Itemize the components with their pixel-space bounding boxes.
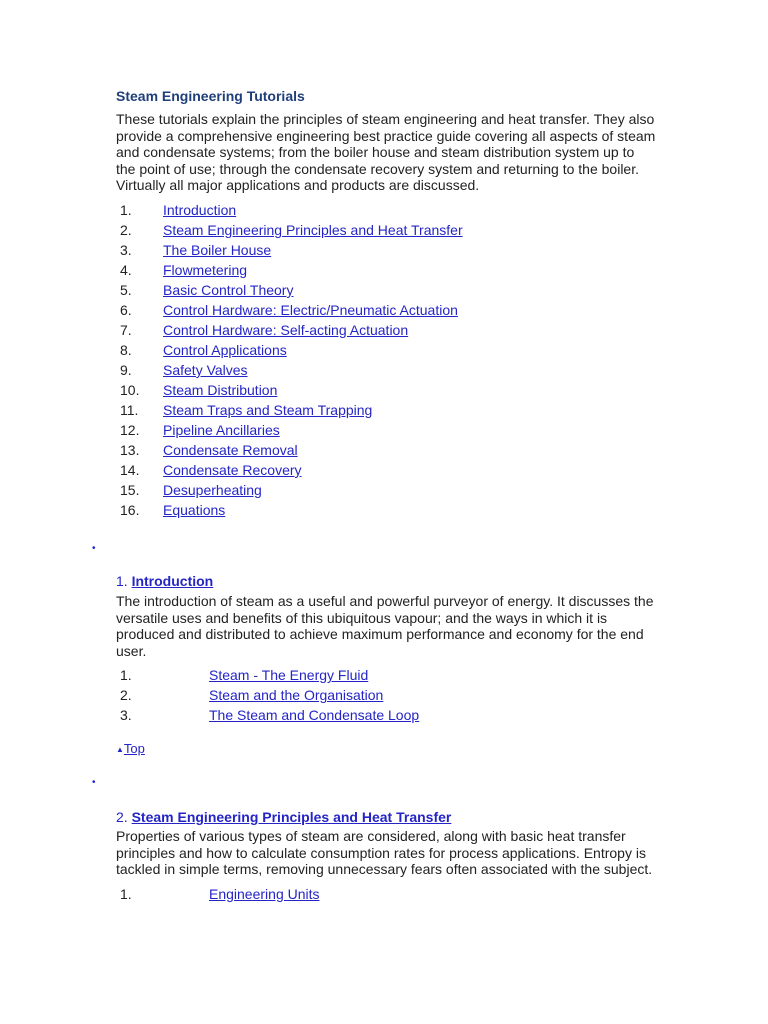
- page-title: Steam Engineering Tutorials: [116, 88, 305, 104]
- toc-link-steam-engineering-principles[interactable]: Steam Engineering Principles and Heat Transfer: [163, 221, 463, 238]
- table-of-contents: [116, 200, 656, 520]
- section-number: 2.: [116, 809, 128, 825]
- toc-link-pipeline-ancillaries[interactable]: Pipeline Ancillaries: [163, 421, 280, 438]
- toc-item: [116, 300, 656, 320]
- item-number: 2.: [120, 687, 132, 704]
- toc-number: 14.: [120, 461, 140, 478]
- item-link-condensate-loop[interactable]: The Steam and Condensate Loop: [209, 707, 420, 724]
- item-number: 3.: [120, 707, 132, 724]
- toc-number: 12.: [120, 421, 140, 438]
- section-heading: [116, 808, 656, 826]
- toc-item: [116, 260, 656, 280]
- section-description: The introduction of steam as a useful and powerful purveyor of energy. It discusses the versatile uses and benefits of this ubiquitous vapour; and the ways in which it is produced and distributed to achieve maximum performance and economy for the end user.: [116, 593, 654, 659]
- section-title-link[interactable]: Introduction: [131, 573, 214, 589]
- toc-item: [116, 460, 656, 480]
- section-steam-engineering-principles: [116, 808, 656, 904]
- section-item-list: [116, 665, 656, 725]
- toc-number: 6.: [120, 301, 132, 318]
- toc-item: [116, 480, 656, 500]
- toc-item: [116, 440, 656, 460]
- toc-link-control-applications[interactable]: Control Applications: [163, 341, 287, 358]
- toc-link-basic-control-theory[interactable]: Basic Control Theory: [163, 281, 294, 298]
- toc-link-introduction[interactable]: Introduction: [163, 201, 237, 218]
- toc-item: [116, 380, 656, 400]
- toc-number: 2.: [120, 221, 132, 238]
- toc-link-boiler-house[interactable]: The Boiler House: [163, 241, 272, 258]
- toc-item: [116, 400, 656, 420]
- toc-link-steam-distribution[interactable]: Steam Distribution: [163, 381, 278, 398]
- toc-number: 16.: [120, 501, 140, 518]
- toc-number: 3.: [120, 241, 132, 258]
- top-link[interactable]: [116, 741, 145, 756]
- section-bullet: •: [92, 543, 96, 554]
- toc-link-steam-traps[interactable]: Steam Traps and Steam Trapping: [163, 401, 373, 418]
- toc-item: [116, 360, 656, 380]
- toc-link-control-hardware-self-acting[interactable]: Control Hardware: Self-acting Actuation: [163, 321, 409, 338]
- toc-item: [116, 420, 656, 440]
- toc-number: 7.: [120, 321, 132, 338]
- toc-link-desuperheating[interactable]: Desuperheating: [163, 481, 262, 498]
- toc-item: [116, 320, 656, 340]
- section-bullet: •: [92, 777, 96, 788]
- toc-item: [116, 200, 656, 220]
- toc-item: [116, 220, 656, 240]
- item-link-energy-fluid[interactable]: Steam - The Energy Fluid: [209, 667, 369, 684]
- toc-link-control-hardware-electric[interactable]: Control Hardware: Electric/Pneumatic Actuation: [163, 301, 458, 318]
- list-item: [116, 705, 656, 725]
- item-number: 1.: [120, 667, 132, 684]
- toc-number: 11.: [120, 401, 139, 418]
- toc-item: [116, 240, 656, 260]
- toc-number: 5.: [120, 281, 132, 298]
- toc-link-condensate-removal[interactable]: Condensate Removal: [163, 441, 298, 458]
- toc-item: [116, 340, 656, 360]
- back-to-top: [116, 740, 656, 758]
- section-item-list: [116, 884, 656, 904]
- toc-link-flowmetering[interactable]: Flowmetering: [163, 261, 248, 278]
- toc-number: 13.: [120, 441, 140, 458]
- item-number: 1.: [120, 885, 132, 902]
- toc-number: 1.: [120, 201, 132, 218]
- toc-number: 8.: [120, 341, 132, 358]
- section-introduction: [116, 572, 656, 725]
- toc-number: 4.: [120, 261, 132, 278]
- list-item: [116, 665, 656, 685]
- list-item: [116, 884, 656, 904]
- toc-number: 15.: [120, 481, 140, 498]
- toc-item: [116, 500, 656, 520]
- top-link-label: Top: [123, 741, 145, 756]
- intro-paragraph: These tutorials explain the principles of steam engineering and heat transfer. They also provide a comprehensive engineering best practice guide covering all aspects of steam and condensate systems; from the boiler house and steam distribution system up to the point of use; through the condensate recovery system and returning to the boiler. Virtually all major applications and products are discussed.: [116, 111, 656, 194]
- item-link-organisation[interactable]: Steam and the Organisation: [209, 687, 384, 704]
- section-description: Properties of various types of steam are considered, along with basic heat transfer principles and how to calculate consumption rates for process applications. Entropy is tackled in simple terms, removing unnecessary fears often associated with the subject.: [116, 828, 653, 878]
- toc-item: [116, 280, 656, 300]
- list-item: [116, 685, 656, 705]
- section-heading: [116, 572, 656, 590]
- toc-link-safety-valves[interactable]: Safety Valves: [163, 361, 248, 378]
- up-arrow-icon: ▲: [116, 745, 124, 754]
- toc-link-condensate-recovery[interactable]: Condensate Recovery: [163, 461, 302, 478]
- section-title-link[interactable]: Steam Engineering Principles and Heat Transfer: [131, 809, 452, 825]
- section-number: 1.: [116, 573, 128, 589]
- tutorial-index: [116, 87, 656, 520]
- toc-link-equations[interactable]: Equations: [163, 501, 226, 518]
- item-link-engineering-units[interactable]: Engineering Units: [209, 885, 320, 902]
- toc-number: 10.: [120, 381, 140, 398]
- toc-number: 9.: [120, 361, 132, 378]
